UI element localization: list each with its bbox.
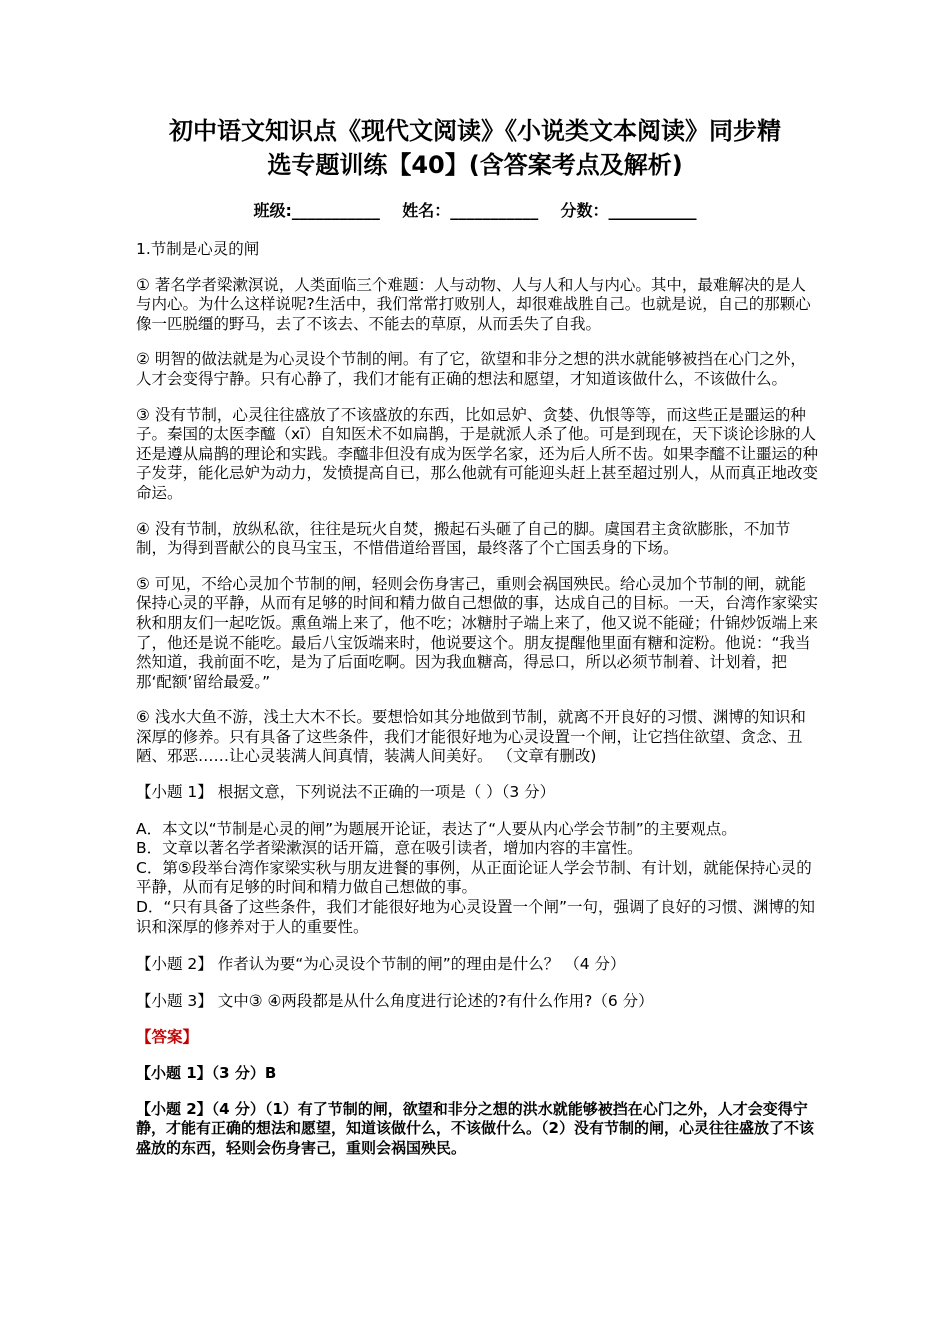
paragraph-3: ③ 没有节制，心灵往往盛放了不该盛放的东西，比如忌妒、贪婪、仇恨等等，而这些正是噩运的种子。秦国的太医李醯（xī）自知医术不如扁鹊，于是就派人杀了他。可是到现在，天下谈论诊脉的人还是遵从扁鹊的理论和实践。李醯非但没有成为医学名家，还为后人所不齿。如果李醯不让噩运的种子发芽，能化忌妒为动力，发愤提高自已，那么他就有可能迎头赶上甚至超过别人，从而真正地改变命运。 <box>136 405 819 502</box>
answer-1: 【小题 1】（3 分）B <box>136 1064 277 1082</box>
answer-tag: 【答案】 <box>136 1028 199 1047</box>
choice-a: A．本文以“节制是心灵的闸”为题展开论证，表达了“人要从内心学会节制”的主要观点。 <box>136 819 737 838</box>
answer-2: 【小题 2】（4 分）（1）有了节制的闸，欲望和非分之想的洪水就能够被挡在心门之外，人才会变得宁静，才能有正确的想法和愿望，知道该做什么，不该做什么。（2）没有节制的闸，心灵往往盛放了不该盛放的东西，轻则会伤身害己，重则会祸国殃民。 <box>136 1099 814 1157</box>
question-body <box>136 240 818 1174</box>
title-line-2: 选专题训练【40】(含答案考点及解析) <box>267 151 683 179</box>
choice-c: C．第⑤段举台湾作家梁实秋与朋友进餐的事例，从正面论证人学会节制、有计划，就能保持心灵的平静，从而有足够的时间和精力做自己想做的事。 <box>136 858 812 897</box>
question-heading: 1.节制是心灵的闸 <box>136 240 260 258</box>
sub-question-2: 【小题 2】 作者认为要“为心灵设个节制的闸”的理由是什么？ （4 分） <box>136 955 626 974</box>
paragraph-6: ⑥ 浅水大鱼不游，浅土大木不长。要想恰如其分地做到节制，就离不开良好的习惯、渊博的知识和深厚的修养。只有具备了这些条件，我们才能很好地为心灵设置一个闸，让它挡住欲望、贪念、丑陋、邪恶……让心灵装满人间真情，装满人间美好。 （文章有删改) <box>136 708 806 766</box>
choice-d: D．“只有具备了这些条件，我们才能很好地为心灵设置一个闸”一句，强调了良好的习惯、渊博的知识和深厚的修养对于人的重要性。 <box>136 898 815 936</box>
paragraph-5: ⑤ 可见，不给心灵加个节制的闸，轻则会伤身害己，重则会祸国殃民。给心灵加个节制的闸，就能保持心灵的平静，从而有足够的时间和精力做自己想做的事，达成自己的目标。一天，台湾作家梁实秋和朋友们一起吃饭。熏鱼端上来了，他不吃；冰糖肘子端上来了，他又说不能碰；什锦炒饭端上来了，他还是说不能吃。最后八宝饭端来时，他说要这个。朋友提醒他里面有糖和淀粉。他说：“我当然知道，我前面不吃，是为了后面吃啊。因为我血糖高，得忌口，所以必须节制着、计划着，把那‘配额’留给最爱。” <box>136 574 819 691</box>
paragraph-4: ④ 没有节制，放纵私欲，往往是玩火自焚，搬起石头砸了自己的脚。虞国君主贪欲膨胀，不加节制，为得到晋献公的良马宝玉，不惜借道给晋国，最终落了个亡国丢身的下场。 <box>136 519 791 558</box>
title-line-1: 初中语文知识点《现代文阅读》《小说类文本阅读》同步精 <box>169 117 781 145</box>
student-info-line: 班级:___________ 姓名：___________ 分数：___________ <box>253 201 697 220</box>
sub-question-3: 【小题 3】 文中③ ④两段都是从什么角度进行论述的?有什么作用?（6 分） <box>136 991 654 1010</box>
choice-b: B．文章以著名学者梁漱溟的话开篇，意在吸引读者，增加内容的丰富性。 <box>136 839 643 858</box>
choice-list <box>136 820 818 938</box>
sub-question-1: 【小题 1】 根据文意，下列说法不正确的一项是（ ）（3 分） <box>136 783 556 802</box>
paragraph-1: ① 著名学者梁漱溟说，人类面临三个难题：人与动物、人与人和人与内心。其中，最难解决的是人与内心。为什么这样说呢?生活中，我们常常打败别人，却很难战胜自己。也就是说，自己的那颗心像一匹脱缰的野马，去了不该去、不能去的草原，从而丢失了自我。 <box>136 275 811 333</box>
paragraph-2: ② 明智的做法就是为心灵设个节制的闸。有了它，欲望和非分之想的洪水就能够被挡在心门之外，人才会变得宁静。只有心静了，我们才能有正确的想法和愿望，才知道该做什么，不该做什么。 <box>136 350 806 388</box>
document-title <box>100 114 850 182</box>
